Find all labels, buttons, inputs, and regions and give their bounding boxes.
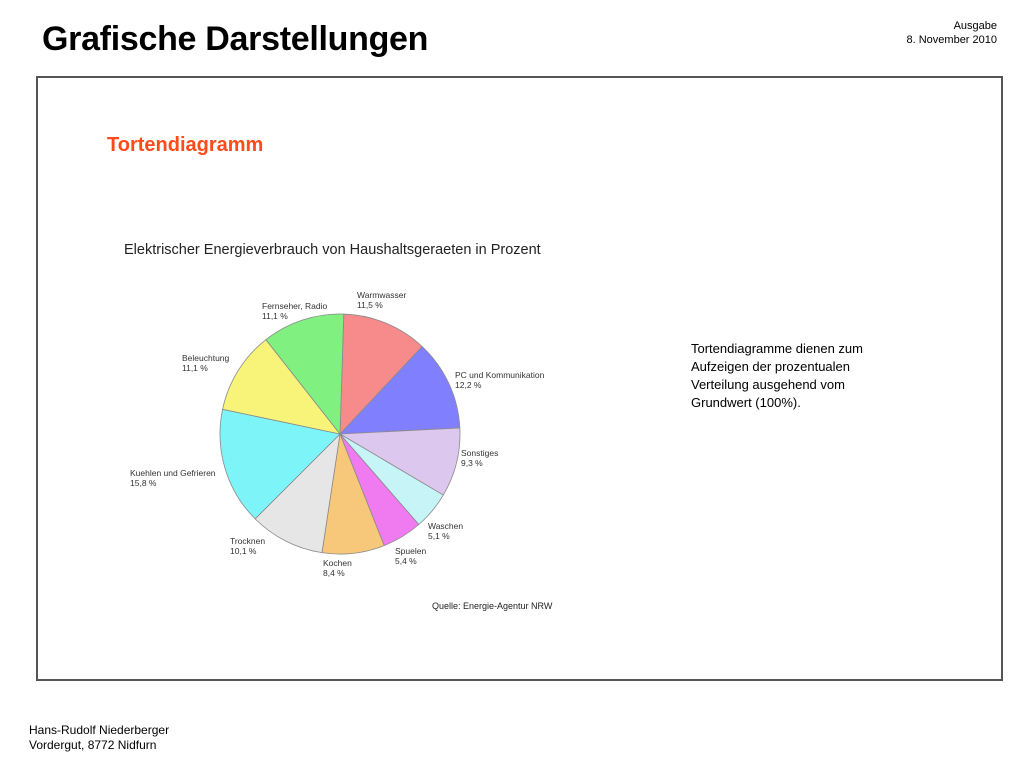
- slice-label: Sonstiges: [461, 448, 499, 458]
- slice-label: Beleuchtung: [182, 353, 230, 363]
- slice-value-label: 11,1 %: [262, 311, 288, 321]
- slice-label: PC und Kommunikation: [455, 370, 545, 380]
- slice-value-label: 11,5 %: [357, 300, 383, 310]
- slice-label: Trocknen: [230, 536, 266, 546]
- slice-label: Spuelen: [395, 546, 427, 556]
- chart-description: Tortendiagramme dienen zum Aufzeigen der prozentualen Verteilung ausgehend vom Grundwert (100%).: [691, 341, 863, 410]
- pie-chart: [110, 232, 570, 622]
- slice-value-label: 11,1 %: [182, 363, 208, 373]
- chart-title: Elektrischer Energieverbrauch von Haushaltsgeraeten in Prozent: [124, 242, 541, 258]
- footer: [29, 723, 169, 753]
- slice-label: Warmwasser: [357, 290, 407, 300]
- issue-date: 8. November 2010: [906, 34, 997, 46]
- pie-chart-figure: [110, 232, 570, 627]
- slice-label: Kuehlen und Gefrieren: [130, 468, 216, 478]
- footer-name: Hans-Rudolf Niederberger: [29, 723, 170, 737]
- issue-info: [907, 19, 998, 47]
- slice-label: Waschen: [428, 521, 464, 531]
- chart-source: Quelle: Energie-Agentur NRW: [432, 601, 553, 611]
- issue-label: Ausgabe: [953, 20, 997, 32]
- slice-label: Kochen: [323, 558, 352, 568]
- page-title: Grafische Darstellungen: [42, 20, 429, 58]
- slice-value-label: 9,3 %: [461, 458, 483, 468]
- section-title: Tortendiagramm: [107, 134, 264, 156]
- slice-label: Fernseher, Radio: [262, 301, 328, 311]
- slice-value-label: 5,1 %: [428, 531, 450, 541]
- slice-value-label: 5,4 %: [395, 556, 417, 566]
- slice-value-label: 8,4 %: [323, 568, 345, 578]
- slice-value-label: 15,8 %: [130, 478, 157, 488]
- slice-value-label: 10,1 %: [230, 546, 257, 556]
- slice-value-label: 12,2 %: [455, 380, 482, 390]
- footer-address: Vordergut, 8772 Nidfurn: [29, 738, 157, 752]
